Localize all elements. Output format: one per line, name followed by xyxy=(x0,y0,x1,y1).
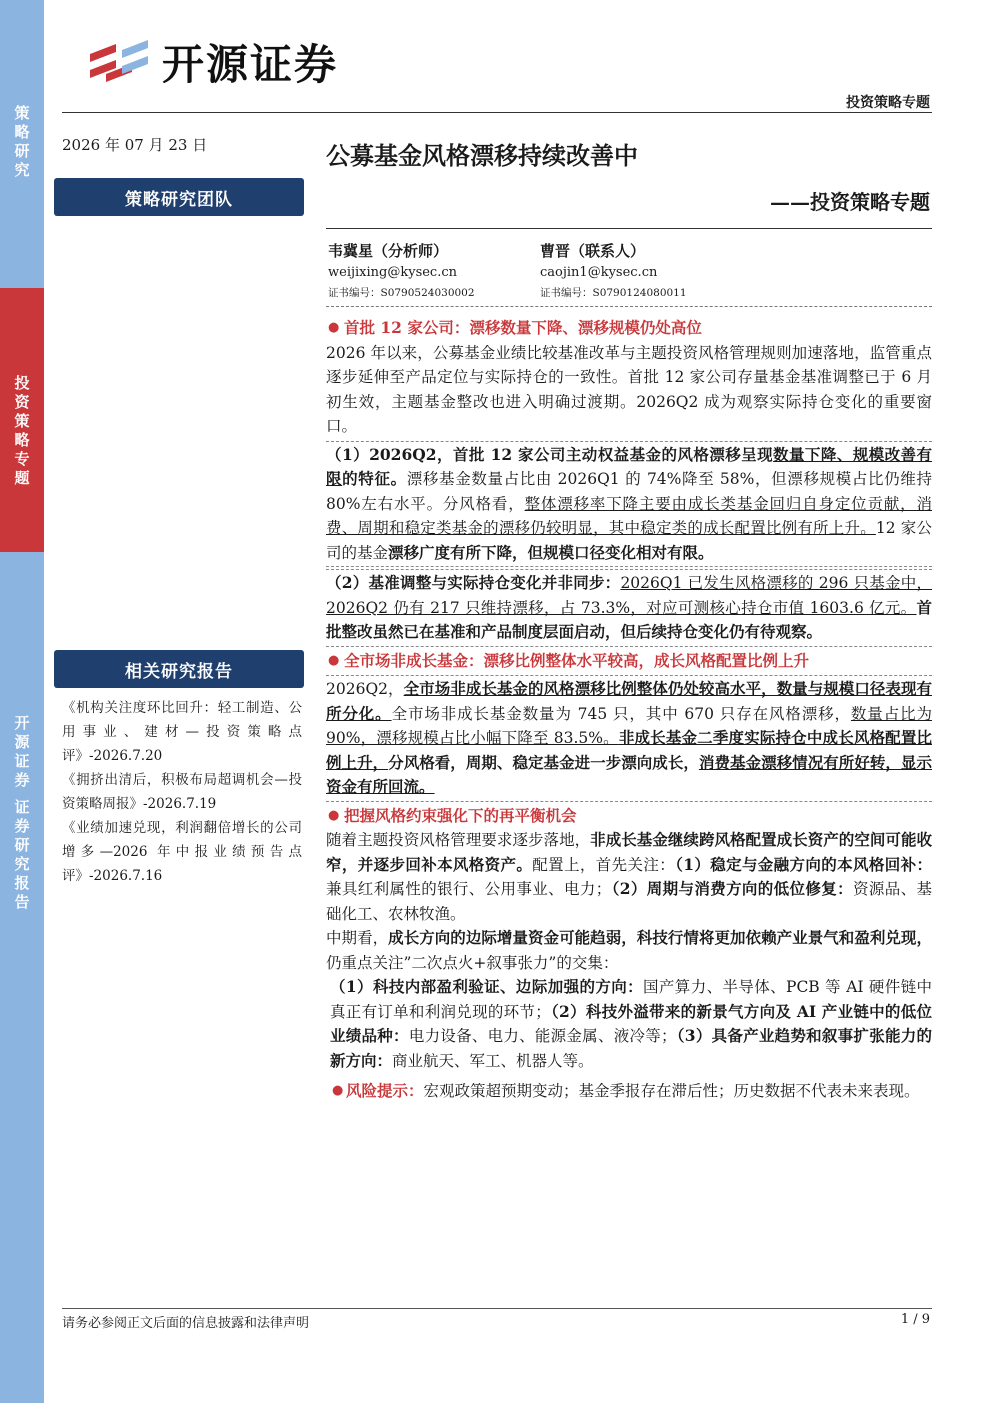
analyst-name: 韦冀星（分析师） xyxy=(328,242,449,260)
page-title: 公募基金风格漂移持续改善中 xyxy=(326,141,638,170)
brand-logo xyxy=(86,32,338,92)
logo-mark-icon xyxy=(86,36,158,88)
related-report-item[interactable]: 《业绩加速兑现，利润翻倍增长的公司增多—2026 年中报业绩预告点评》-2026.7.16 xyxy=(62,820,302,884)
paragraph: （1）2026Q2，首批 12 家公司主动权益基金的风格漂移呈现数量下降、规模改善有限的特征。漂移基金数量占比由 2026Q1 的 74%降至 58%，但漂移规模占比仍维持 80%左右水平。分风格看，整体漂移率下降主要由成长类基金回归自身定位贡献，消费、周期和稳定类基金的漂移仍较明显，其中稳定类的成长配置比例有所上升。12 家公司的基金漂移广度有所下降，但规模口径变化相对有限。 xyxy=(326,444,932,562)
report-date: 2026 年 07 月 23 日 xyxy=(62,136,208,154)
highlight-box xyxy=(326,675,932,802)
analyst-divider xyxy=(326,306,932,307)
brand-name: 开源证券 xyxy=(162,40,339,89)
paragraph: 随着主题投资风格管理要求逐步落地，非成长基金继续跨风格配置成长资产的空间可能收窄，并逐步回补本风格资产。配置上，首先关注：（1）稳定与金融方向的本风格回补：兼具红利属性的银行、公用事业、电力；（2）周期与消费方向的低位修复：资源品、基础化工、农林牧渔。 xyxy=(326,830,932,923)
report-body xyxy=(326,314,932,1104)
side-label-strategy-research: 策 略 研 究 xyxy=(14,104,30,179)
related-report-item[interactable]: 《机构关注度环比回升：轻工制造、公用事业、建材—投资策略点评》-2026.7.20 xyxy=(62,700,302,764)
highlight-box xyxy=(326,569,932,647)
paragraph: 2026 年以来，公募基金业绩比较基准改革与主题投资风格管理规则加速落地，监管重点逐步延伸至产品定位与实际持仓的一致性。首批 12 家公司存量基金基准调整已于 6 月初生效，主题基金整改也进入明确过渡期。2026Q2 成为观察实际持仓变化的重要窗口。 xyxy=(326,343,932,435)
related-reports-title: 相关研究报告 xyxy=(54,650,304,688)
page-number: 1 / 9 xyxy=(900,1312,930,1327)
section-heading: ● 把握风格约束强化下的再平衡机会 xyxy=(326,804,932,829)
contact-cert: 证书编号：S0790124080011 xyxy=(540,287,687,299)
footer-divider xyxy=(62,1308,932,1309)
contact-email[interactable]: caojin1@kysec.cn xyxy=(540,265,658,280)
highlight-box xyxy=(326,441,932,568)
section-heading: ● 全市场非成长基金：漂移比例整体水平较高，成长风格配置比例上升 xyxy=(326,649,932,674)
side-label-report: 开 源 证 券 证 券 研 究 报 告 xyxy=(14,714,30,911)
header-tag: 投资策略专题 xyxy=(846,95,930,111)
team-panel-title: 策略研究团队 xyxy=(54,178,304,216)
side-strip xyxy=(0,0,44,1403)
contact-name: 曹晋（联系人） xyxy=(540,242,646,260)
related-report-item[interactable]: 《拥挤出清后，积极布局超调机会—投资策略周报》-2026.7.19 xyxy=(62,772,302,812)
analyst-cert: 证书编号：S0790524030002 xyxy=(328,287,475,299)
paragraph: （2）基准调整与实际持仓变化并非同步：2026Q1 已发生风格漂移的 296 只基金中，2026Q2 仍有 217 只维持漂移，占 73.3%，对应可测核心持仓市值 1603.6 亿元。首批整改虽然已在基准和产品制度层面启动，但后续持仓变化仍有待观察。 xyxy=(326,573,932,641)
risk-warning: ● 风险提示：宏观政策超预期变动；基金季报存在滞后性；历史数据不代表未来表现。 xyxy=(326,1079,932,1104)
header-divider xyxy=(62,112,932,113)
related-reports-list xyxy=(62,696,302,888)
footer-disclaimer: 请务必参阅正文后面的信息披露和法律声明 xyxy=(62,1316,310,1331)
analyst-email[interactable]: weijixing@kysec.cn xyxy=(328,265,458,280)
section-heading: ● 首批 12 家公司：漂移数量下降、漂移规模仍处高位 xyxy=(326,316,932,341)
side-label-strategy-topic: 投 资 策 略 专 题 xyxy=(0,288,44,552)
contact-card xyxy=(540,240,687,302)
page-subtitle: ——投资策略专题 xyxy=(770,190,930,214)
paragraph: 2026Q2，全市场非成长基金的风格漂移比例整体仍处较高水平，数量与规模口径表现有所分化。全市场非成长基金数量为 745 只，其中 670 只存在风格漂移，数量占比为 90%，漂移规模占比小幅下降至 83.5%。非成长基金二季度实际持仓中成长风格配置比例上升，分风格看，周期、稳定基金进一步漂向成长，消费基金漂移情况有所好转，显示资金有所回流。 xyxy=(326,679,932,796)
analyst-card xyxy=(328,240,475,302)
paragraph: （1）科技内部盈利验证、边际加强的方向：国产算力、半导体、PCB 等 AI 硬件链中真正有订单和利润兑现的环节；（2）科技外溢带来的新景气方向及 AI 产业链中的低位业绩品种：电力设备、电力、能源金属、液冷等；（3）具备产业趋势和叙事扩张能力的新方向：商业航天、军工、机器人等。 xyxy=(330,977,932,1070)
title-divider xyxy=(326,228,932,229)
paragraph: 中期看，成长方向的边际增量资金可能趋弱，科技行情将更加依赖产业景气和盈利兑现，仍重点关注”二次点火+叙事张力”的交集： xyxy=(326,928,932,972)
